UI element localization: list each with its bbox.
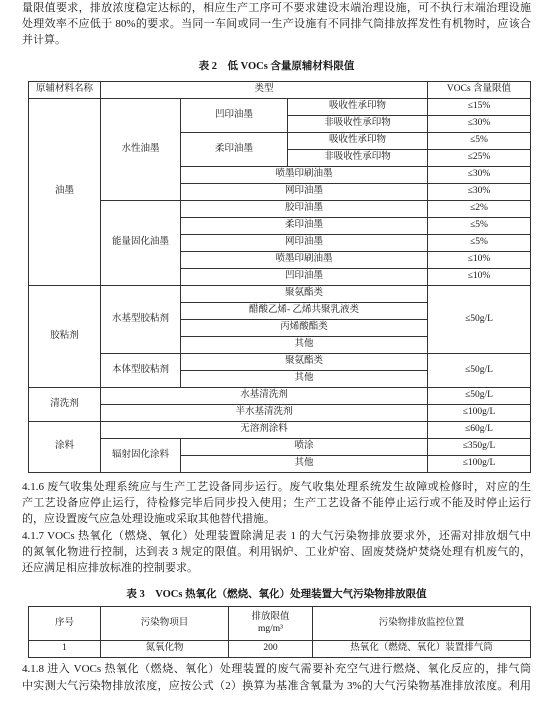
table-3-title: 表 3 VOCs 热氧化（燃烧、氧化）处理装置大气污染物排放限值	[126, 589, 427, 600]
limit-value: ≤15%	[428, 99, 531, 116]
intro-paragraph	[22, 0, 531, 48]
paragraph-line: 还应满足相应排放标准的控制要求。	[22, 562, 198, 574]
limit-value: ≤350g/L	[428, 439, 531, 456]
paragraph-line: 的氮氧化物进行控制，达到表 3 规定的限值。利用锅炉、工业炉窑、固废焚烧炉焚烧处理有机废气的，	[22, 546, 531, 558]
subtype-label: 胶印油墨	[181, 201, 428, 218]
clause-4-1-8	[22, 661, 531, 695]
subtype-label: 其他	[181, 456, 428, 473]
substrate-label: 非吸收性承印物	[288, 116, 428, 133]
table-header-row	[29, 82, 531, 99]
material-ink: 油墨	[29, 99, 101, 286]
paragraph-line: 4.1.8 进入 VOCs 热氧化（燃烧、氧化）处理装置的废气需要补充空气进行燃烧、氧化反应的，排气筒	[22, 663, 531, 675]
substrate-label: 非吸收性承印物	[288, 150, 428, 167]
table-2-title: 表 2 低 VOCs 含量原辅材料限值	[198, 61, 355, 72]
paragraph-line: 4.1.7 VOCs 热氧化（燃烧、氧化）处理装置除满足表 1 的大气污染物排放要求外，还需对排放烟气中	[22, 530, 531, 542]
limit-value: ≤50g/L	[428, 286, 531, 354]
subtype-label: 醋酸乙烯- 乙烯共聚乳液类	[181, 303, 428, 320]
type-label: 半水基清洗剂	[101, 405, 428, 422]
material-cleaner: 清洗剂	[29, 388, 101, 422]
header-material: 原辅材料名称	[29, 82, 101, 99]
limit-value: ≤10%	[428, 252, 531, 269]
table-3	[28, 606, 531, 658]
subtype-label: 凹印油墨	[181, 269, 428, 286]
limit-value: ≤50g/L	[428, 388, 531, 405]
subtype-label: 柔印油墨	[181, 218, 428, 235]
material-coating: 涂料	[29, 422, 101, 473]
subtype-label: 其他	[181, 371, 428, 388]
clause-4-1-6	[22, 479, 531, 527]
limit-value: ≤2%	[428, 201, 531, 218]
limit-value: ≤30%	[428, 184, 531, 201]
subtype-label: 聚氨酯类	[181, 354, 428, 371]
subtype-label: 喷墨印刷油墨	[181, 167, 428, 184]
paragraph-line: 4.1.6 废气收集处理系统应与生产工艺设备同步运行。废气收集处理系统发生故障或检修时，对应的生	[22, 481, 531, 493]
table-row	[29, 99, 531, 116]
header-monitoring-location: 污染物排放监控位置	[313, 607, 531, 641]
paragraph-line: 量限值要求，排放浓度稳定达标的，相应生产工序可不要求建设末端治理设施，可不执行末端治理设施	[22, 2, 531, 14]
subtype-label: 网印油墨	[181, 235, 428, 252]
limit-value: ≤5%	[428, 133, 531, 150]
type-radiation-cured-coating: 辐射固化涂料	[101, 439, 181, 473]
table-row	[29, 286, 531, 303]
table-2	[28, 81, 531, 473]
type-energy-cured-ink: 能量固化油墨	[101, 201, 181, 286]
table-row	[29, 405, 531, 422]
paragraph-line: 中实测大气污染物排放浓度，应按公式（2）换算为基准含氧量为 3%的大气污染物基准排放浓度。利用	[22, 680, 531, 692]
substrate-label: 吸收性承印物	[288, 133, 428, 150]
table-row	[29, 201, 531, 218]
table-header-row	[29, 607, 531, 641]
type-water-based-adhesive: 水基型胶粘剂	[101, 286, 181, 354]
emission-limit-unit: mg/m³	[257, 623, 284, 634]
header-limit: VOCs 含量限值	[428, 82, 531, 99]
subtype-label: 网印油墨	[181, 184, 428, 201]
paragraph-line: 产工艺设备应停止运行，待检修完毕后同步投入使用；生产工艺设备不能停止运行或不能及时停止运行	[22, 497, 531, 509]
table-row	[29, 641, 531, 658]
header-pollutant: 污染物项目	[101, 607, 229, 641]
table-row	[29, 354, 531, 371]
header-emission-limit	[229, 607, 313, 641]
subtype-label: 喷墨印刷油墨	[181, 252, 428, 269]
type-label: 水基清洗剂	[101, 388, 428, 405]
emission-limit-label: 排放限值	[251, 612, 290, 623]
paragraph-line: 的，应设置废气应急处理设施或采取其他替代措施。	[22, 513, 275, 525]
limit-value: ≤5%	[428, 218, 531, 235]
paragraph-line: 处理效率不应低于 80%的要求。当同一车间或同一生产设施有不同排气筒排放挥发性有机物时，应该合	[22, 18, 531, 30]
limit-value: ≤30%	[428, 167, 531, 184]
header-serial-number: 序号	[29, 607, 101, 641]
emission-limit-value: 200	[229, 641, 313, 658]
type-bulk-adhesive: 本体型胶粘剂	[101, 354, 181, 388]
limit-value: ≤100g/L	[428, 405, 531, 422]
serial-number: 1	[29, 641, 101, 658]
table-row	[29, 422, 531, 439]
header-type: 类型	[101, 82, 428, 99]
subtype-label: 其他	[181, 337, 428, 354]
material-adhesive: 胶粘剂	[29, 286, 101, 388]
limit-value: ≤60g/L	[428, 422, 531, 439]
type-water-based-ink: 水性油墨	[101, 99, 181, 201]
limit-value: ≤25%	[428, 150, 531, 167]
monitoring-location: 热氧化（燃烧、氧化）装置排气筒	[313, 641, 531, 658]
subtype-gravure-ink: 凹印油墨	[181, 99, 288, 133]
substrate-label: 吸收性承印物	[288, 99, 428, 116]
limit-value: ≤10%	[428, 269, 531, 286]
subtype-label: 喷涂	[181, 439, 428, 456]
limit-value: ≤30%	[428, 116, 531, 133]
type-label: 无溶剂涂料	[101, 422, 428, 439]
limit-value: ≤100g/L	[428, 456, 531, 473]
table-row	[29, 388, 531, 405]
limit-value: ≤50g/L	[428, 354, 531, 388]
clause-4-1-7	[22, 528, 531, 576]
table-row	[29, 439, 531, 456]
limit-value: ≤5%	[428, 235, 531, 252]
paragraph-line: 并计算。	[22, 34, 66, 46]
subtype-flexo-ink: 柔印油墨	[181, 133, 288, 167]
subtype-label: 丙烯酸酯类	[181, 320, 428, 337]
subtype-label: 聚氨酯类	[181, 286, 428, 303]
pollutant-name: 氮氧化物	[101, 641, 229, 658]
